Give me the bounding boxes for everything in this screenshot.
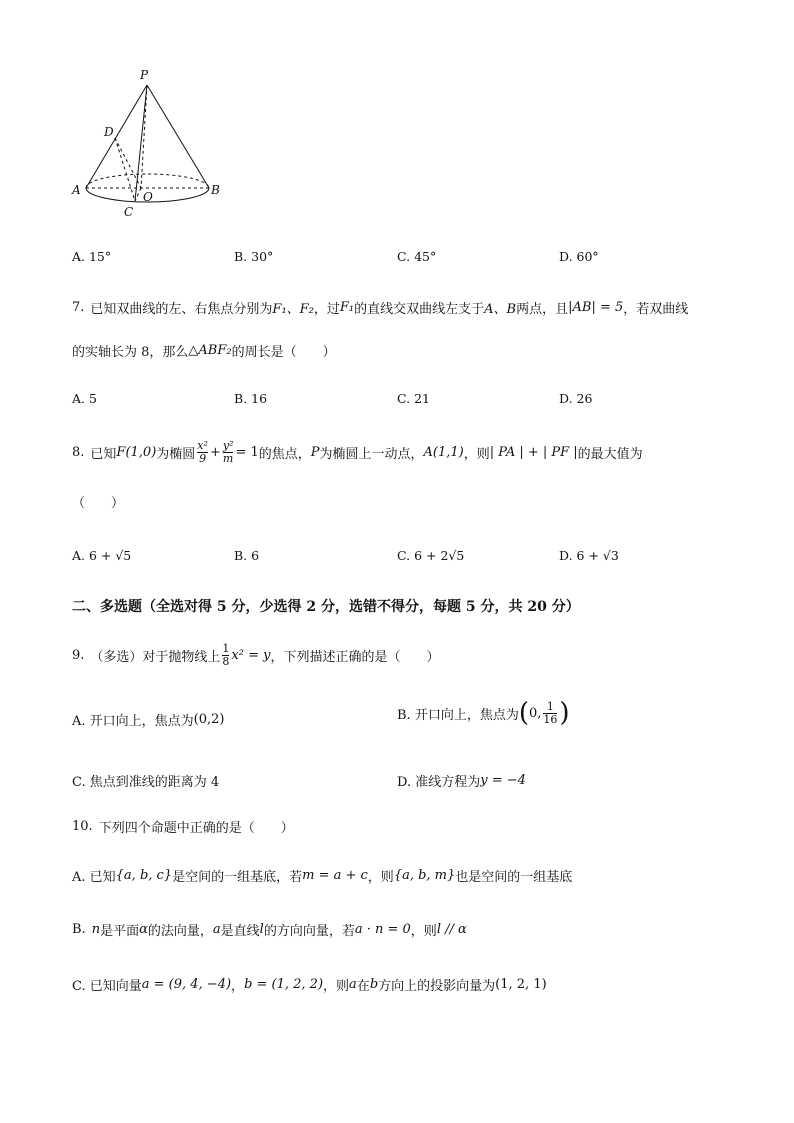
- label-o: O: [143, 190, 153, 204]
- q8-option-d: D. 6 + √3: [559, 548, 619, 563]
- q9-option-d: D. 准线方程为 y = −4: [397, 773, 526, 790]
- q10-stem: 10. 下列四个命题中正确的是（ ）: [72, 819, 294, 836]
- q9-option-b-fraction: $\frac{1}{16}$: [543, 699, 558, 726]
- q6-option-a: A. 15°: [72, 249, 112, 264]
- base-back: [86, 174, 209, 188]
- q10-option-c: C. 已知向量 a = (9, 4, −4) ， b = (1, 2, 2) ，则 a 在 b 方向上的投影向量为 (1, 2, 1): [72, 977, 547, 994]
- label-d: D: [104, 125, 114, 139]
- q8-fraction-x: $\frac{\text{x²}}{9}$: [197, 439, 208, 465]
- q8-number: 8.: [72, 444, 85, 460]
- q8-option-a: A. 6 + √5: [72, 548, 132, 563]
- q6-option-d: D. 60°: [559, 249, 599, 264]
- edge-pb: [147, 85, 209, 188]
- q7-option-d: D. 26: [559, 391, 593, 406]
- q7-line1: 7. 已知双曲线的左、右焦点分别为 F₁、F₂ ，过 F₁ 的直线交双曲线左支于 A、B 两点，且 |AB| = 5 ，若双曲线: [72, 300, 689, 317]
- q8-fraction-y: $\frac{\text{y²}}{m}$: [222, 439, 234, 465]
- q8-line1: 8. 已知 F(1,0) 为椭圆 $\frac{\text{x²}}{9}$ + $\frac{\text{y²}}{m}$ = 1 的焦点， P 为椭圆上一动点， A(1,1) ，则 | PA | + | PF | 的最大值为: [72, 439, 643, 465]
- line-dc: [115, 138, 135, 201]
- q6-option-b: B. 30°: [234, 249, 274, 264]
- q7-option-a: A. 5: [72, 391, 97, 406]
- q7-number: 7.: [72, 300, 85, 315]
- q7-option-b: B. 16: [234, 391, 268, 406]
- q10-option-a: A. 已知 {a, b, c} 是空间的一组基底，若 m = a + c ，则 {a, b, m} 也是空间的一组基底: [72, 868, 573, 885]
- section-title-multiple-choice: 二、多选题（全选对得 5 分，少选得 2 分，选错不得分，每题 5 分，共 20 分）: [72, 599, 580, 615]
- q9-number: 9.: [72, 647, 85, 663]
- q8-option-c: C. 6 + 2√5: [397, 548, 465, 563]
- q8-option-b: B. 6: [234, 548, 260, 563]
- label-c: C: [124, 205, 134, 219]
- label-b: B: [211, 183, 220, 197]
- label-a: A: [72, 183, 81, 197]
- q10-option-b: B. n 是平面 α 的法向量， a 是直线 l 的方向向量，若 a · n = 0 ，则 l // α: [72, 922, 467, 939]
- q8-line2: （ ）: [72, 496, 125, 511]
- q9-stem: 9. （多选）对于抛物线上 $\frac{1}{8}$ x² = y ，下列描述正确的是（ ）: [72, 642, 440, 668]
- q9-option-b: B. 开口向上，焦点为 ( 0, $\frac{1}{16}$ ): [397, 698, 570, 728]
- q7-option-c: C. 21: [397, 391, 430, 406]
- cone-figure: [60, 60, 230, 225]
- q9-option-c: C. 焦点到准线的距离为 4: [72, 775, 220, 790]
- q6-option-c: C. 45°: [397, 249, 437, 264]
- q7-line2: 的实轴长为 8，那么 △ABF₂ 的周长是（ ）: [72, 343, 336, 360]
- q10-number: 10.: [72, 819, 93, 834]
- label-p: P: [140, 68, 149, 82]
- q9-option-a: A. 开口向上，焦点为 (0,2): [72, 712, 225, 729]
- q9-fraction: $\frac{1}{8}$: [222, 642, 230, 668]
